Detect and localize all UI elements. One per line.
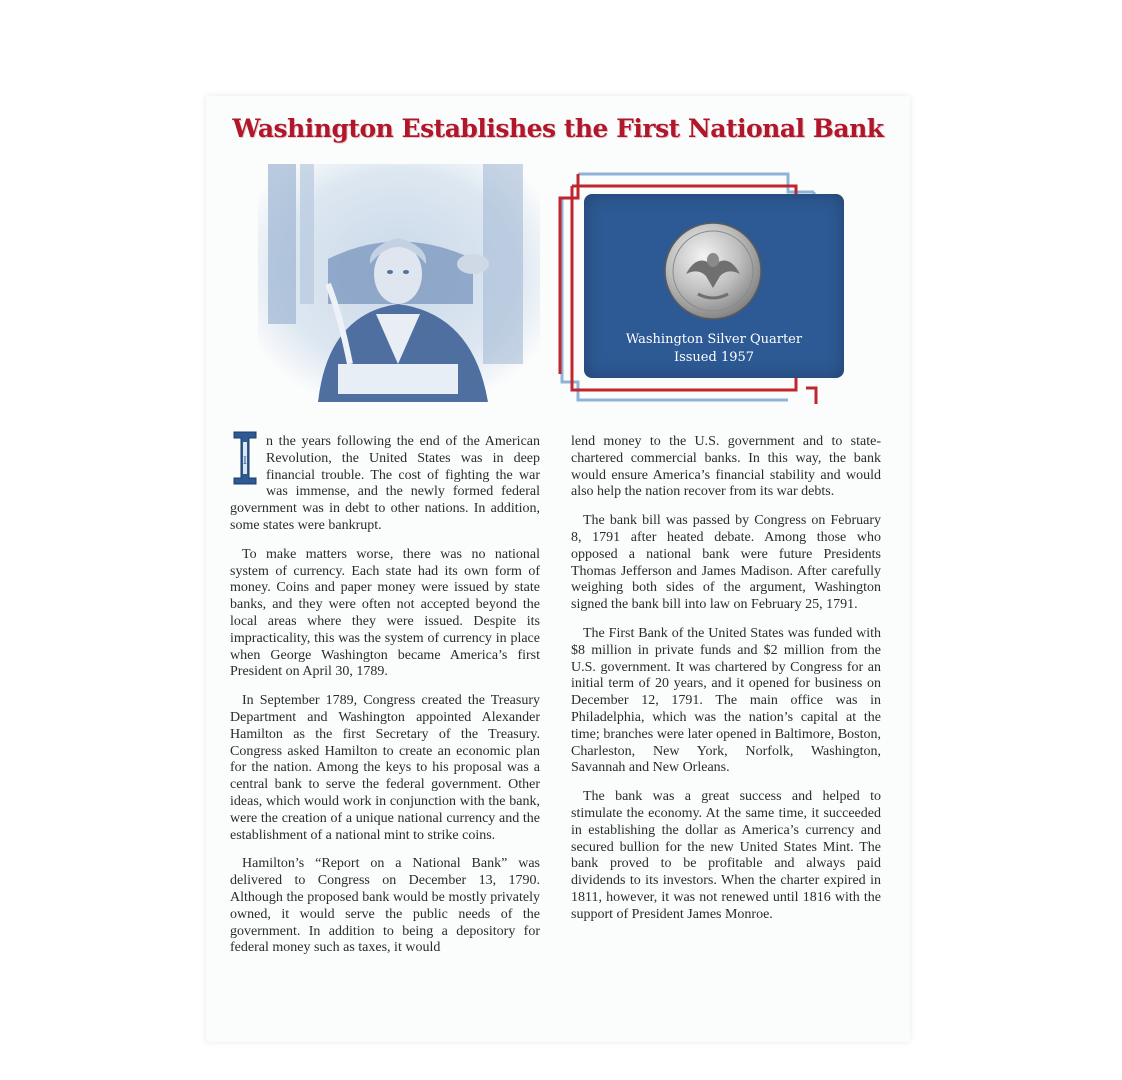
- paragraph: The bank bill was passed by Congress on February 8, 1791 after heated debate. Among those who opposed a national bank were future Presidents Thomas Jefferson and James Madison. After carefully weighing both sides of the argument, Washington signed the bank bill into law on February 25, 1791.: [571, 513, 881, 613]
- paragraph: [230, 434, 540, 535]
- left-text-column: [230, 434, 540, 969]
- paragraph: In September 1789, Congress created the Treasury Department and Washington appointed Alexander Hamilton as the first Secretary of the Treasury. Congress asked Hamilton to create an economic plan for the nation. Among the keys to his proposal was a central bank to serve the federal government. Other ideas, which would work in conjunction with the bank, were the creation of a unique national currency and the establishment of a national mint to strike coins.: [230, 693, 540, 843]
- insert-card: [206, 96, 910, 1042]
- paragraph: To make matters worse, there was no national system of currency. Each state had its own form of money. Coins and paper money were issued by state banks, and they were often not accepted beyond the local areas where they were issued. Despite its impracticality, this was the system of currency in place when George Washington became America’s first President on April 30, 1789.: [230, 546, 540, 680]
- svg-text:I: I: [243, 456, 247, 467]
- right-text-column: [571, 434, 881, 936]
- paragraph-text: n the years following the end of the American Revolution, the United States was in deep financial trouble. The cost of fighting the war was immense, and the newly formed federal government was in debt to other nations. In addition, some states were bankrupt.: [230, 434, 540, 533]
- coin-display-card: [584, 194, 844, 378]
- washington-engraving-image: [258, 164, 540, 402]
- coin-caption-line1: Washington Silver Quarter: [625, 332, 803, 347]
- quarter-coin-image: [664, 222, 762, 320]
- coin-caption-line2: Issued 1957: [673, 350, 755, 365]
- drop-cap-letter: [230, 428, 260, 488]
- paragraph: lend money to the U.S. government and to state-chartered commercial banks. In this way, the bank would ensure America’s financial stability and would also help the nation recover from its war debts.: [571, 434, 881, 500]
- paragraph: The bank was a great success and helped to stimulate the economy. At the same time, it succeeded in establishing the dollar as America’s currency and secured bullion for the new United States Mint. The bank proved to be profitable and always paid dividends to its investors. When the charter expired in 1811, however, it was not renewed until 1816 with the support of President James Monroe.: [571, 789, 881, 922]
- paragraph: Hamilton’s “Report on a National Bank” was delivered to Congress on December 13, 1790. Although the proposed bank would be mostly privately owned, it would serve the public needs of the government. In addition to being a depository for federal money such as taxes, it would: [230, 856, 540, 956]
- paragraph: The First Bank of the United States was funded with $8 million in private funds and $2 million from the U.S. government. It was chartered by Congress for an initial term of 20 years, and it opened for business on December 12, 1791. The main office was in Philadelphia, which was the nation’s capital at the time; branches were later opened in Baltimore, Boston, Charleston, New York, Norfolk, Washington, Savannah and New Orleans.: [571, 625, 881, 776]
- page-title: Washington Establishes the First National Bank: [232, 114, 884, 143]
